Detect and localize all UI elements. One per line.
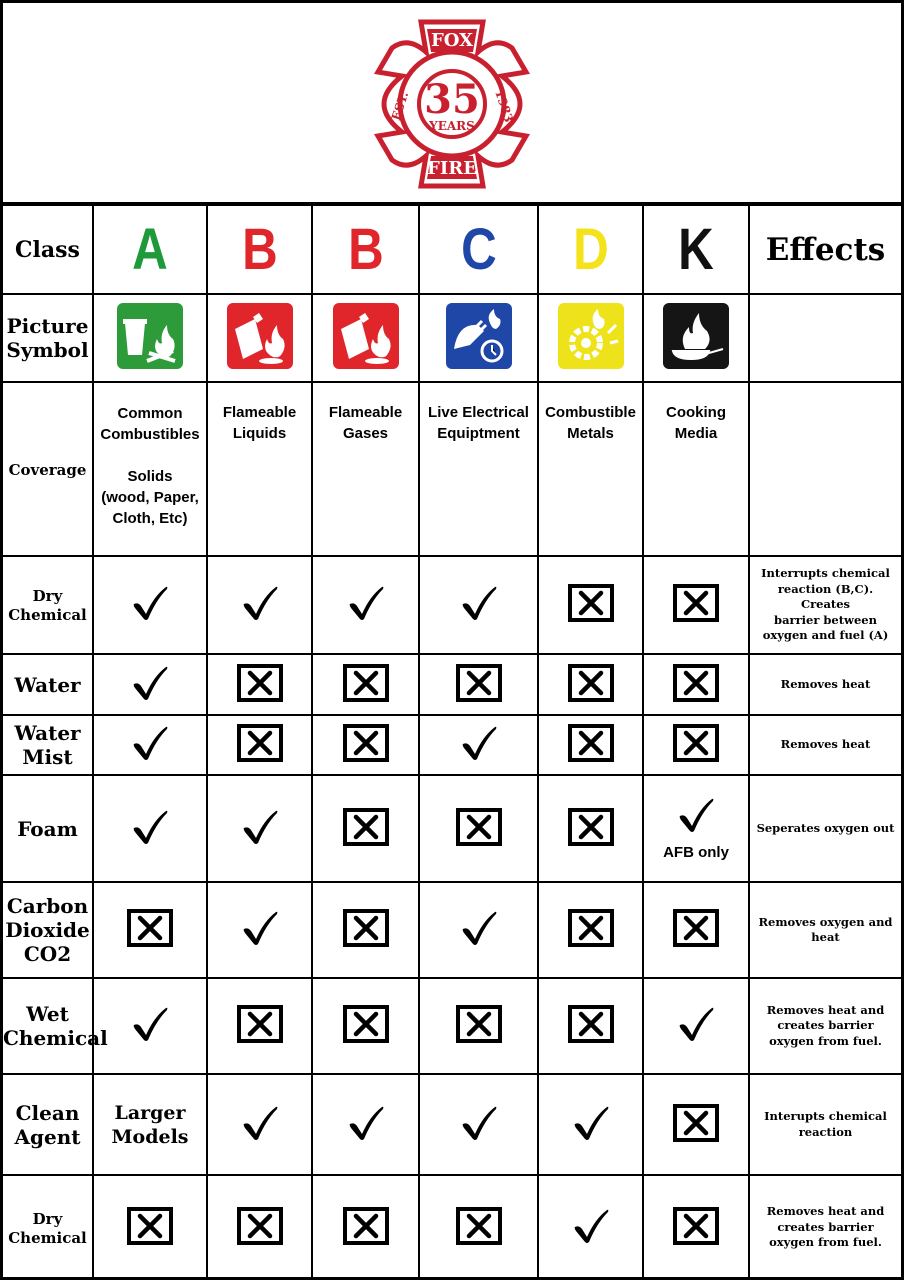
x-box-icon [343,1207,389,1245]
rating-cell [93,715,207,775]
checkmark-icon [677,1005,715,1043]
coverage-text: Cooking Media [666,404,726,442]
rating-cell [643,978,749,1074]
checkmark-icon [241,1104,279,1142]
rating-cell [312,1175,419,1279]
flammable-gases-icon [333,303,399,369]
class-cell [419,206,538,294]
logo-band [3,3,901,206]
agent-row [3,556,901,654]
x-box-icon [568,664,614,702]
effects-header-cell [749,206,901,294]
x-box-icon [673,909,719,947]
cell-note: AFB only [663,844,729,861]
logo-top-text: FOX [430,30,474,51]
rating-cell [93,1175,207,1279]
symbol-cell [419,294,538,382]
fox-fire-logo [374,18,530,190]
class-cell [93,206,207,294]
rating-cell [419,1175,538,1279]
rating-cell [93,556,207,654]
x-box-icon [127,909,173,947]
x-box-icon [127,1207,173,1245]
symbol-cell [207,294,312,382]
rating-cell [643,715,749,775]
rating-cell [207,715,312,775]
x-box-icon [673,1104,719,1142]
x-box-icon [673,664,719,702]
effect-text: Removes oxygen and heat [758,914,893,944]
class-cell [207,206,312,294]
class-cell [643,206,749,294]
rating-cell [419,715,538,775]
effects-empty-cell [749,382,901,556]
rating-cell [93,1074,207,1175]
x-box-icon [343,664,389,702]
agent-row [3,882,901,978]
rating-cell [538,882,643,978]
coverage-cell [643,382,749,556]
rating-cell [538,1074,643,1175]
coverage-cell [207,382,312,556]
x-box-icon [343,724,389,762]
checkmark-icon [460,1104,498,1142]
coverage-cell [419,382,538,556]
effect-text: Seperates oxygen out [756,820,895,835]
row-label-text: Wet Chemical [3,1002,108,1050]
x-box-icon [237,664,283,702]
agent-label-cell [3,1074,93,1175]
rating-cell [93,978,207,1074]
cell-text: Larger Models [111,1101,189,1148]
row-label-text: Coverage [8,460,87,479]
x-box-icon [568,808,614,846]
row-label-text: Foam [17,816,78,841]
rating-cell [207,654,312,715]
ordinary-combustibles-icon [117,303,183,369]
rating-cell [207,775,312,882]
checkmark-icon [131,724,169,762]
checkmark-icon [241,584,279,622]
rating-cell [312,978,419,1074]
rating-cell [538,715,643,775]
rating-cell [207,1074,312,1175]
rating-cell [93,882,207,978]
x-box-icon [673,584,719,622]
picture-symbol-row [3,294,901,382]
x-box-icon [237,1005,283,1043]
rating-cell [538,775,643,882]
coverage-text: Combustible Metals [545,404,636,442]
x-box-icon [343,808,389,846]
coverage-row [3,382,901,556]
rating-cell [93,654,207,715]
agent-label-cell [3,1175,93,1279]
checkmark-icon [460,584,498,622]
effects-empty-cell [749,294,901,382]
class-label: Class [15,236,80,263]
rating-cell [419,775,538,882]
x-box-icon [568,909,614,947]
rating-cell [419,1074,538,1175]
agent-label-cell [3,715,93,775]
agent-row [3,1175,901,1279]
agent-label-cell [3,978,108,1074]
effect-cell [749,1074,901,1175]
rating-cell [312,654,419,715]
logo-right-text: 1983 [492,87,516,125]
x-box-icon [568,724,614,762]
checkmark-icon [131,1005,169,1043]
checkmark-icon [347,1104,385,1142]
rating-cell [538,978,643,1074]
coverage-text: Flameable Liquids [222,404,297,442]
symbol-cell [643,294,749,382]
rating-cell [312,1074,419,1175]
logo-years: YEARS [429,119,475,133]
class-letter: C [460,216,497,282]
coverage-label-cell [3,382,93,556]
symbol-cell [93,294,207,382]
electrical-equipment-icon [446,303,512,369]
extinguisher-table [3,206,901,1279]
rating-cell [419,882,538,978]
flammable-liquids-icon [227,303,293,369]
x-box-icon [673,1207,719,1245]
effects-header: Effects [765,231,886,268]
agent-row [3,775,901,882]
rating-cell [419,556,538,654]
coverage-cell [93,382,207,556]
rating-cell [207,556,312,654]
rating-cell [643,1175,749,1279]
rating-cell [538,556,643,654]
class-cell [312,206,419,294]
rating-cell [419,978,538,1074]
checkmark-icon [131,584,169,622]
effect-cell [749,978,901,1074]
effect-cell [749,775,901,882]
coverage-cell [538,382,643,556]
x-box-icon [568,1005,614,1043]
coverage-text: Common Combustibles Solids (wood, Paper, Cloth, Etc) [100,405,200,527]
agent-row [3,654,901,715]
coverage-text: Live Electrical Equiptment [428,404,529,442]
effect-text: Removes heat and creates barrier oxygen from fuel. [766,1002,885,1048]
x-box-icon [456,664,502,702]
effect-text: Interupts chemical reaction [764,1109,887,1139]
rating-cell [207,882,312,978]
checkmark-icon [572,1104,610,1142]
rating-cell [312,715,419,775]
rating-cell [312,556,419,654]
agent-label-cell [3,556,93,654]
rating-cell [93,775,207,882]
cooking-media-icon [663,303,729,369]
row-label-text: Water Mist [14,721,81,769]
effect-text: Removes heat [780,676,871,691]
rating-cell [538,654,643,715]
rating-cell [207,978,312,1074]
x-box-icon [673,724,719,762]
agent-row [3,1074,901,1175]
x-box-icon [568,584,614,622]
combustible-metals-icon [558,303,624,369]
checkmark-icon [677,796,715,834]
checkmark-icon [460,724,498,762]
row-label-text: Carbon Dioxide CO2 [5,894,90,966]
x-box-icon [237,1207,283,1245]
row-label-text: Dry Chemical [8,587,87,624]
logo-number: 35 [424,76,480,123]
row-label-text: Water [14,672,81,697]
rating-cell [643,882,749,978]
checkmark-icon [460,909,498,947]
effect-text: Removes heat [780,737,871,752]
class-letter: K [678,216,714,282]
effect-cell [749,556,901,654]
coverage-cell [312,382,419,556]
rating-cell [419,654,538,715]
rating-cell [312,775,419,882]
checkmark-icon [347,584,385,622]
effect-cell [749,654,901,715]
x-box-icon [237,724,283,762]
effect-text: Removes heat and creates barrier oxygen from fuel. [766,1204,885,1250]
row-label-text: Picture Symbol [6,314,89,362]
symbol-cell [538,294,643,382]
checkmark-icon [131,808,169,846]
x-box-icon [456,808,502,846]
checkmark-icon [572,1207,610,1245]
row-label-text: Dry Chemical [8,1209,87,1247]
rating-cell [643,654,749,715]
rating-cell [538,1175,643,1279]
logo-left-text: EST. [388,89,412,123]
class-letter: B [347,216,384,282]
logo-bottom-text: FIRE [427,158,477,179]
rating-cell [643,556,749,654]
agent-label-cell [3,654,93,715]
class-row [3,206,901,294]
rating-cell [312,882,419,978]
x-box-icon [343,1005,389,1043]
agent-label-cell [3,882,93,978]
checkmark-icon [241,909,279,947]
effect-text: Interrupts chemical reaction (B,C). Creates barrier between oxygen and fuel (A) [761,566,890,643]
x-box-icon [456,1005,502,1043]
class-label-cell [3,206,93,294]
rating-cell [207,1175,312,1279]
class-letter: A [132,216,168,282]
agent-row [3,978,901,1074]
effect-cell [749,882,901,978]
x-box-icon [456,1207,502,1245]
class-letter: D [572,216,609,282]
x-box-icon [343,909,389,947]
row-label-text: Clean Agent [14,1100,81,1149]
agent-label-cell [3,775,93,882]
effect-cell [749,1175,901,1279]
class-cell [538,206,643,294]
checkmark-icon [241,808,279,846]
agent-row [3,715,901,775]
checkmark-icon [131,664,169,702]
symbol-cell [312,294,419,382]
picture-symbol-label-cell [3,294,93,382]
class-letter: B [241,216,278,282]
effect-cell [749,715,901,775]
coverage-text: Flameable Gases [328,404,403,442]
rating-cell [643,775,749,882]
rating-cell [643,1074,749,1175]
